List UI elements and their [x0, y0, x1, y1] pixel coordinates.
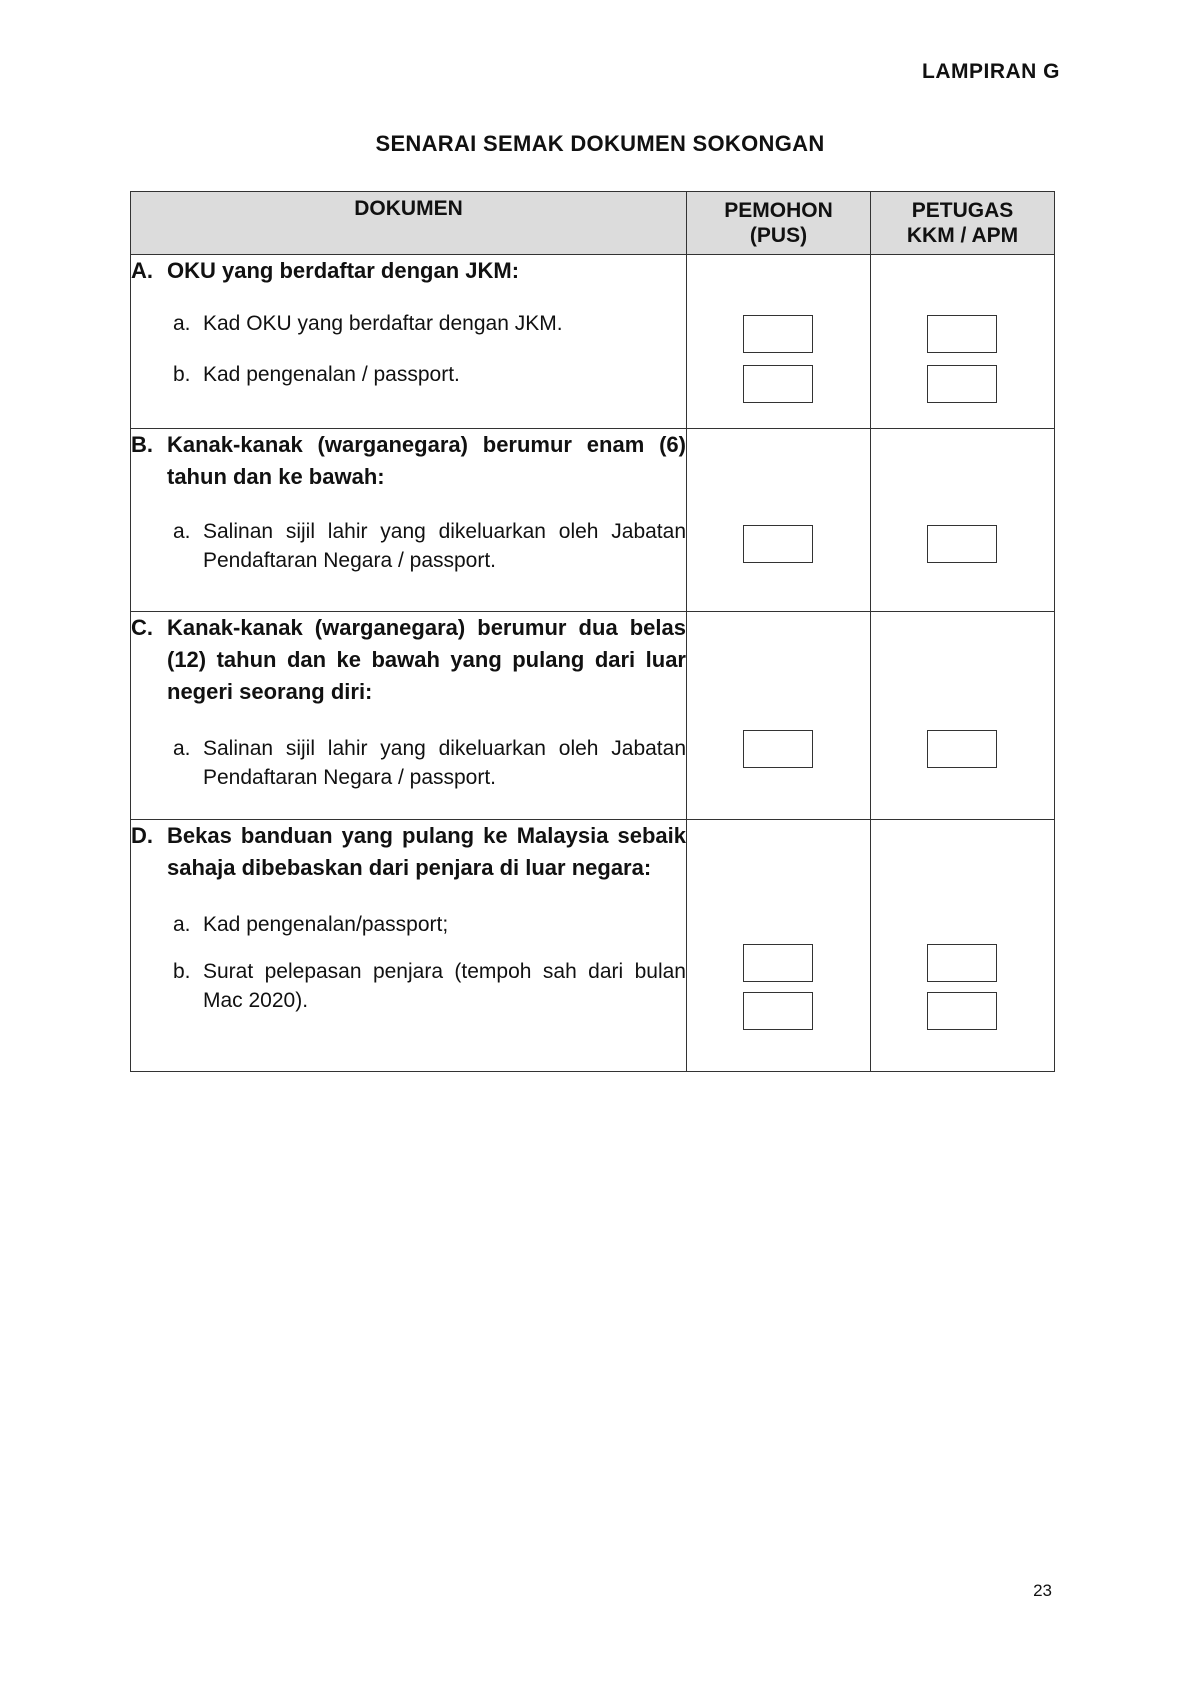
section-b-item-a — [131, 517, 686, 575]
item-letter: a. — [173, 913, 191, 936]
item-letter: a. — [173, 520, 191, 543]
checkbox-applicant-c-a[interactable] — [743, 730, 813, 768]
item-letter: b. — [173, 363, 191, 386]
checkbox-officer-a-b[interactable] — [927, 365, 997, 403]
section-d-letter: D. — [131, 823, 153, 848]
column-header-applicant — [687, 192, 871, 255]
checkbox-applicant-d-b[interactable] — [743, 992, 813, 1030]
section-d-heading — [131, 820, 686, 884]
section-b-title: Kanak-kanak (warganegara) berumur enam (6) tahun dan ke bawah: — [167, 432, 686, 489]
checklist-table — [130, 191, 1055, 1072]
item-letter: a. — [173, 312, 191, 335]
section-b-applicant-cell — [687, 429, 871, 612]
checkbox-officer-b-a[interactable] — [927, 525, 997, 563]
checkbox-applicant-d-a[interactable] — [743, 944, 813, 982]
annex-label: LAMPIRAN G — [922, 60, 1060, 83]
section-a-item-a — [131, 309, 686, 338]
section-a-letter: A. — [131, 258, 153, 283]
section-d-item-b — [131, 957, 686, 1015]
table-header-row — [131, 192, 1055, 255]
column-header-officer-line2: KKM / APM — [906, 224, 1019, 247]
section-a-title: OKU yang berdaftar dengan JKM: — [167, 258, 520, 283]
section-b-letter: B. — [131, 432, 153, 457]
section-row-a — [131, 255, 1055, 429]
section-a-applicant-cell — [687, 255, 871, 429]
item-text: Salinan sijil lahir yang dikeluarkan oleh Jabatan Pendaftaran Negara / passport. — [203, 520, 686, 572]
item-text: Surat pelepasan penjara (tempoh sah dari bulan Mac 2020). — [203, 960, 686, 1012]
item-text: Kad OKU yang berdaftar dengan JKM. — [203, 312, 563, 335]
checkbox-officer-a-a[interactable] — [927, 315, 997, 353]
item-text: Kad pengenalan / passport. — [203, 363, 460, 386]
section-b-officer-cell — [871, 429, 1055, 612]
section-d-applicant-cell — [687, 820, 871, 1072]
page-title: SENARAI SEMAK DOKUMEN SOKONGAN — [375, 131, 825, 156]
section-d-title: Bekas banduan yang pulang ke Malaysia sebaik sahaja dibebaskan dari penjara di luar negara: — [167, 823, 686, 880]
section-a-documents — [131, 255, 687, 429]
section-a-heading — [131, 255, 686, 287]
checkbox-applicant-a-b[interactable] — [743, 365, 813, 403]
section-c-letter: C. — [131, 615, 153, 640]
item-letter: b. — [173, 960, 191, 983]
section-b-documents — [131, 429, 687, 612]
section-b-heading — [131, 429, 686, 493]
section-c-officer-cell — [871, 612, 1055, 820]
column-header-applicant-line2: (PUS) — [749, 224, 808, 247]
section-a-officer-cell — [871, 255, 1055, 429]
section-row-b — [131, 429, 1055, 612]
checkbox-officer-d-a[interactable] — [927, 944, 997, 982]
checkbox-applicant-b-a[interactable] — [743, 525, 813, 563]
column-header-officer — [871, 192, 1055, 255]
item-letter: a. — [173, 737, 191, 760]
section-d-documents — [131, 820, 687, 1072]
page-number: 23 — [1033, 1581, 1052, 1600]
item-text: Kad pengenalan/passport; — [203, 913, 449, 936]
section-c-documents — [131, 612, 687, 820]
section-c-title: Kanak-kanak (warganegara) berumur dua belas (12) tahun dan ke bawah yang pulang dari luar negeri seorang diri: — [167, 615, 686, 704]
section-a-item-b — [131, 360, 686, 389]
section-c-applicant-cell — [687, 612, 871, 820]
checkbox-applicant-a-a[interactable] — [743, 315, 813, 353]
item-text: Salinan sijil lahir yang dikeluarkan oleh Jabatan Pendaftaran Negara / passport. — [203, 737, 686, 789]
column-header-officer-line1: PETUGAS — [911, 199, 1014, 222]
section-d-officer-cell — [871, 820, 1055, 1072]
section-c-item-a — [131, 734, 686, 792]
checkbox-officer-c-a[interactable] — [927, 730, 997, 768]
section-row-d — [131, 820, 1055, 1072]
column-header-document: DOKUMEN — [131, 192, 687, 255]
column-header-applicant-line1: PEMOHON — [724, 199, 833, 222]
section-d-item-a — [131, 910, 686, 939]
checkbox-officer-d-b[interactable] — [927, 992, 997, 1030]
section-c-heading — [131, 612, 686, 708]
section-row-c — [131, 612, 1055, 820]
